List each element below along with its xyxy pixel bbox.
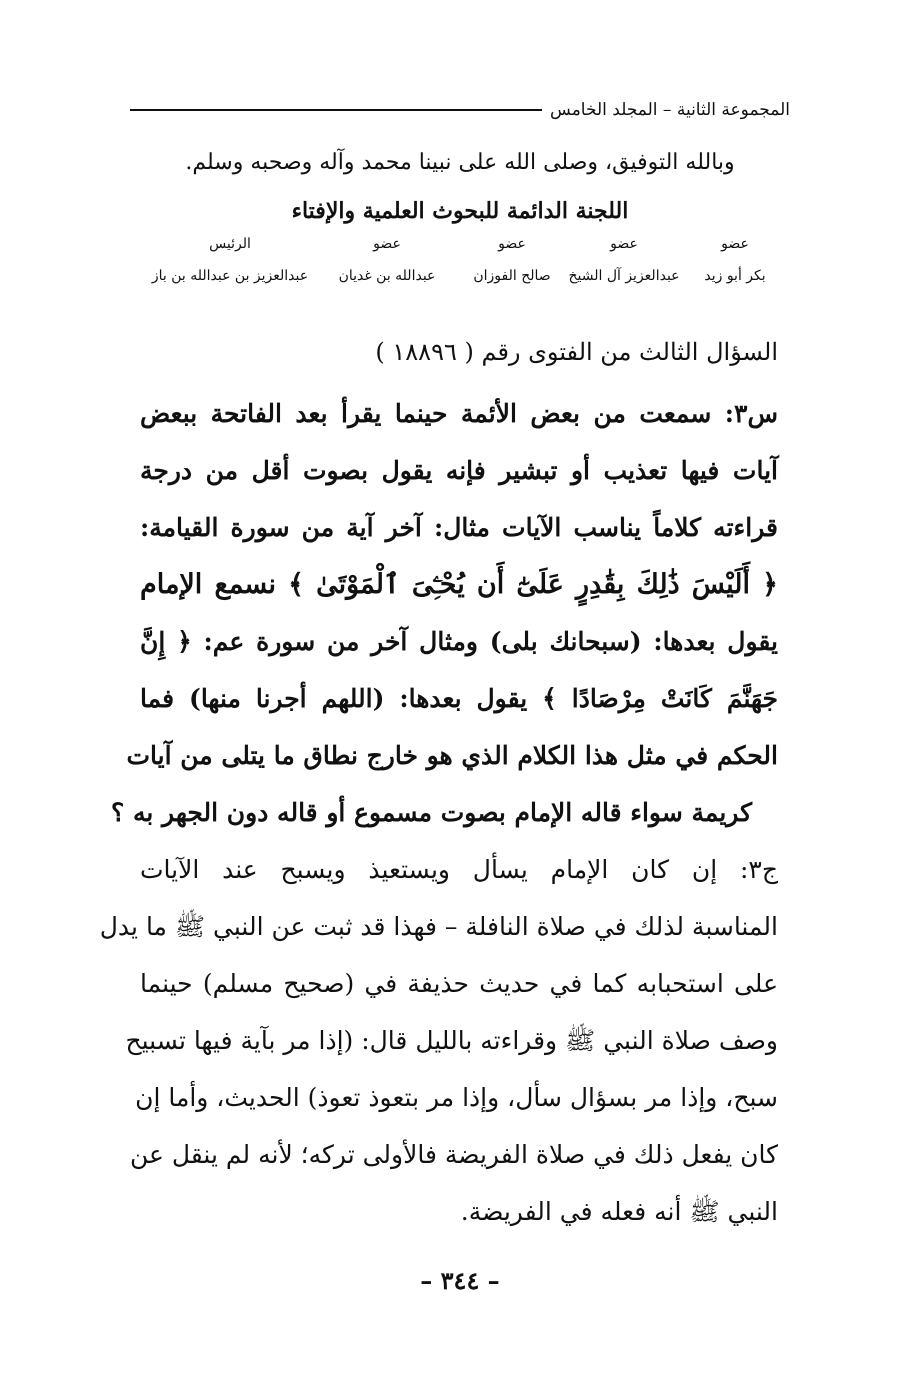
signatory-role: الرئيس <box>209 236 251 252</box>
signatory-name: عبدالعزيز بن عبدالله بن باز <box>151 268 309 284</box>
signatory-name: صالح الفوزان <box>473 268 551 284</box>
question-line: يقول بعدها: (سبحانك بلى) ومثال آخر من سورة عم: ﴿ إِنَّ <box>140 627 778 656</box>
answer-line: المناسبة لذلك في صلاة النافلة – فهذا قد ثبت عن النبي ﷺ ما يدل <box>99 912 778 941</box>
question-line: س٣: سمعت من بعض الأئمة حينما يقرأ بعد الفاتحة ببعض <box>140 399 778 428</box>
closing-line: وبالله التوفيق، وصلى الله على نبينا محمد وآله وصحبه وسلم. <box>185 150 735 175</box>
committee-name: اللجنة الدائمة للبحوث العلمية والإفتاء <box>291 198 629 224</box>
signatory-role: عضو <box>373 236 401 252</box>
question-line: جَهَنَّمَ كَانَتْ مِرْصَادًا ﴾ يقول بعدها: (اللهم أجرنا منها) فما <box>140 684 778 713</box>
page-number: – ٣٤٤ – <box>420 1266 500 1295</box>
answer-line: على استحبابه كما في حديث حذيفة في (صحيح مسلم) حينما <box>140 969 778 998</box>
answer-line: ج٣: إن كان الإمام يسأل ويستعيذ ويسبح عند الآيات <box>140 855 778 884</box>
signatory-role: عضو <box>721 236 749 252</box>
fatwa-reference: السؤال الثالث من الفتوى رقم ( ١٨٨٩٦ ) <box>375 338 778 366</box>
header-rule <box>130 109 542 111</box>
signatory-role: عضو <box>498 236 526 252</box>
question-line: الحكم في مثل هذا الكلام الذي هو خارج نطاق ما يتلى من آيات <box>126 741 778 770</box>
question-line: آيات فيها تعذيب أو تبشير فإنه يقول بصوت أقل من درجة <box>140 456 778 485</box>
signatory-role: عضو <box>610 236 638 252</box>
answer-line: كان يفعل ذلك في صلاة الفريضة فالأولى تركه؛ لأنه لم ينقل عن <box>129 1140 778 1169</box>
question-line: كريمة سواء قاله الإمام بصوت مسموع أو قاله دون الجهر به ؟ <box>111 798 752 827</box>
answer-line: وصف صلاة النبي ﷺ وقراءته بالليل قال: (إذا مر بآية فيها تسبيح <box>125 1026 778 1055</box>
signatory-name: عبدالعزيز آل الشيخ <box>568 268 680 284</box>
running-header <box>130 100 790 120</box>
signatory-name: عبدالله بن غديان <box>338 268 436 284</box>
signatory-name: بكر أبو زيد <box>704 268 766 284</box>
answer-line: النبي ﷺ أنه فعله في الفريضة. <box>460 1197 778 1226</box>
question-line: قراءته كلاماً يناسب الآيات مثال: آخر آية من سورة القيامة: <box>140 513 778 542</box>
answer-line: سبح، وإذا مر بسؤال سأل، وإذا مر بتعوذ تعوذ) الحديث، وأما إن <box>135 1083 778 1112</box>
running-header-text: المجموعة الثانية – المجلد الخامس <box>550 100 790 120</box>
question-line: ﴿ أَلَيْسَ ذَٰلِكَ بِقَٰدِرٍ عَلَىٰٓ أَن يُحْـِۧىَ ٱلْمَوْتَىٰ ﴾ نسمع الإمام <box>140 569 778 600</box>
